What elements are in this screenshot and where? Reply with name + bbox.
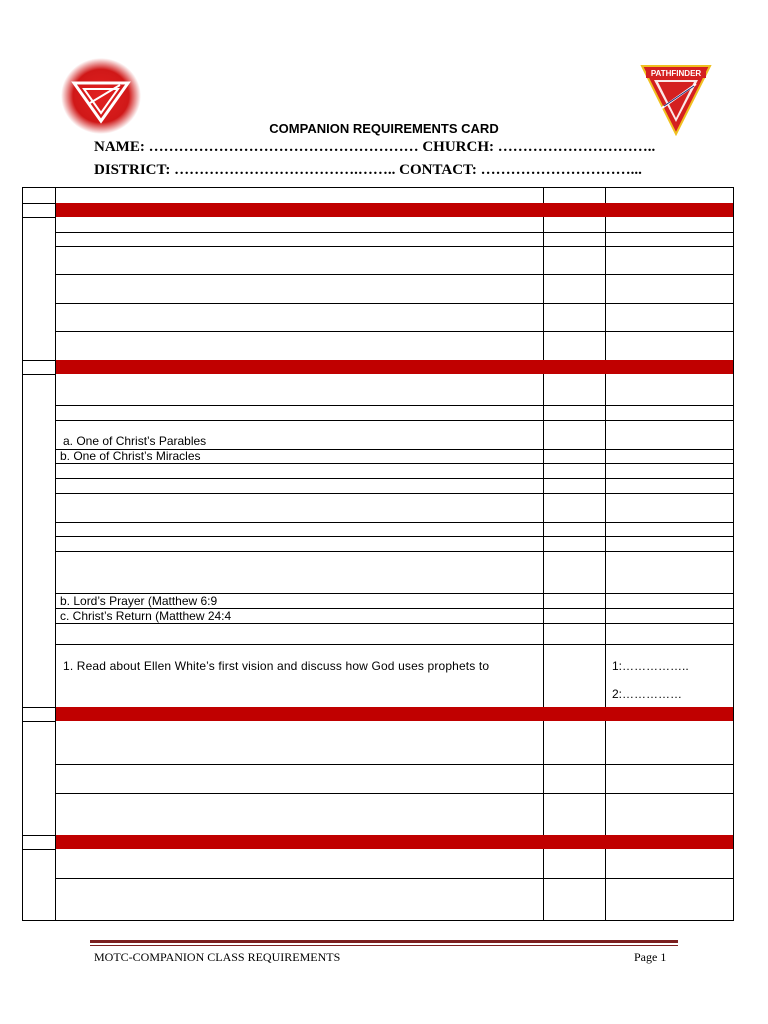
svg-text:PATHFINDER: PATHFINDER bbox=[650, 69, 702, 78]
section-bar bbox=[55, 360, 733, 374]
card-title: COMPANION REQUIREMENTS CARD bbox=[269, 121, 499, 136]
row-miracles: b. One of Christ’s Miracles bbox=[60, 449, 201, 463]
page-number: Page 1 bbox=[634, 950, 667, 964]
name-church-line: NAME: ……………………………………………… CHURCH: ………………………….. bbox=[94, 139, 656, 155]
requirements-table bbox=[22, 187, 734, 921]
section-bar bbox=[55, 835, 733, 849]
section-bar bbox=[55, 707, 733, 721]
footer-rule bbox=[90, 940, 678, 943]
row-parables: a. One of Christ’s Parables bbox=[63, 434, 207, 448]
signature-1: 1:…………….. bbox=[612, 659, 689, 673]
row-lords-prayer: b. Lord’s Prayer (Matthew 6:9 bbox=[60, 594, 218, 608]
footer-title: MOTC-COMPANION CLASS REQUIREMENTS bbox=[94, 950, 341, 964]
signature-2: 2:…………… bbox=[612, 687, 683, 701]
district-contact-line: DISTRICT: ……………………………….…….. CONTACT: …………………………... bbox=[94, 162, 642, 178]
row-ellen-white: 1. Read about Ellen White’s first vision and discuss how God uses prophets to bbox=[63, 659, 490, 673]
row-christ-return: c. Christ’s Return (Matthew 24:4 bbox=[60, 609, 232, 623]
footer-rule-thin bbox=[90, 945, 678, 946]
section-bar bbox=[55, 203, 733, 217]
